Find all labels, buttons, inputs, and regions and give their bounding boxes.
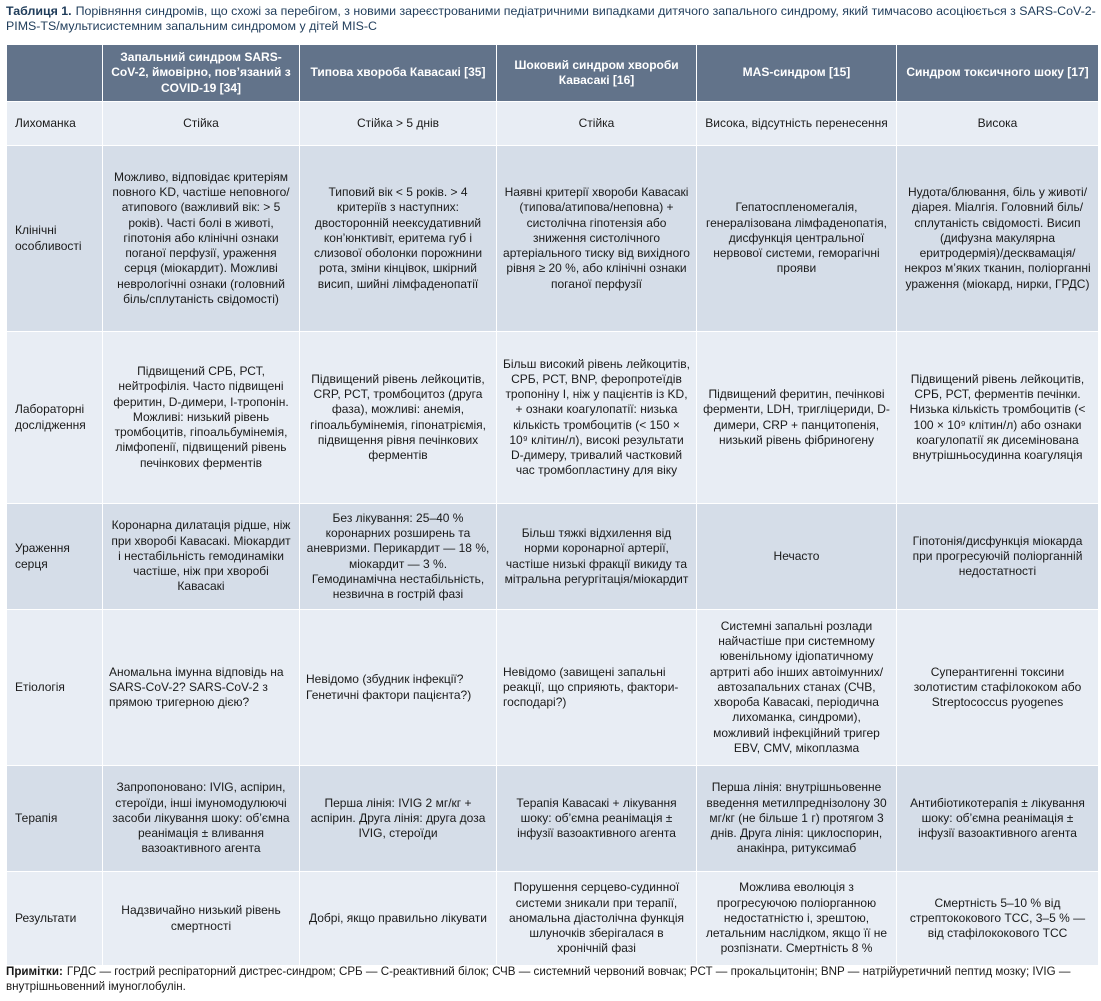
table-row (7, 610, 1099, 766)
row-header: Клінічні особливості (7, 146, 103, 332)
row-header: Терапія (7, 766, 103, 872)
table-cell: Добрі, якщо правильно лікувати (300, 872, 497, 966)
table-cell: Можливо, відповідає критеріям повного KD, частіше неповного/атипового (важливий вік: > 5 років). Часті болі в животі, гіпотонія або клінічні ознаки поганої перфузії, ураження серця (міокардит). Можливі неврологічні ознаки (головний біль/сплутаність свідомості) (103, 146, 300, 332)
table-cell: Порушення серцево-судинної системи зникали при терапії, аномальна діастолічна функція шлуночків зберігалася в хронічній фазі (497, 872, 697, 966)
row-header: Етіологія (7, 610, 103, 766)
column-header: Шоковий синдром хвороби Кавасакі [16] (497, 45, 697, 102)
row-header: Лабораторні дослідження (7, 332, 103, 504)
row-header: Результати (7, 872, 103, 966)
table-cell: Невідомо (завищені запальні реакції, що сприяють, фактори-господарі?) (497, 610, 697, 766)
table-cell: Терапія Кавасакі + лікування шоку: об’ємна реанімація ± інфузії вазоактивного агента (497, 766, 697, 872)
caption-label: Таблиця 1. (6, 4, 72, 18)
table-body (7, 102, 1099, 966)
table-cell: Системні запальні розлади найчастіше при системному ювенільному ідіопатичному артриті або інших автоімунних/автозапальних станах (СЧВ, хвороба Кавасакі, періодична лихоманка, синдроми), можливий інфекційний тригер EBV, CMV, мікоплазма (697, 610, 897, 766)
table-cell: Висока, відсутність перенесення (697, 102, 897, 146)
table-cell: Більш тяжкі відхилення від норми коронарної артерії, частіше низькі фракції викиду та мітральна регургітація/міокардит (497, 504, 697, 610)
notes-label: Примітки: (6, 965, 63, 978)
table-row (7, 332, 1099, 504)
caption-text: Порівняння синдромів, що схожі за перебігом, з новими зареєстрованими педіатричними випадками дитячого запального синдрому, який тимчасово асоціюється з SARS-CoV-2-PIMS-TS/мультисистемним запальним синдромом у дітей MIS-C (6, 4, 1096, 33)
table-cell: Наявні критерії хвороби Кавасакі (типова/атипова/неповна) + систолічна гіпотензія або зниження систолічного артеріального тиску від вихідного рівня ≥ 20 %, або клінічні ознаки поганої перфузії (497, 146, 697, 332)
table-cell: Смертність 5–10 % від стрептококового ТСС, 3–5 % — від стафілококового ТСС (897, 872, 1099, 966)
column-header: Запальний синдром SARS-CoV-2, ймовірно, пов’язаний з COVID-19 [34] (103, 45, 300, 102)
table-cell: Перша лінія: внутрішньовенне введення метилпреднізолону 30 мг/кг (не більше 1 г) протягом 3 днів. Друга лінія: циклоспорин, анакінра, ритуксимаб (697, 766, 897, 872)
table-cell: Підвищений феритин, печінкові ферменти, LDH, тригліцериди, D-димери, CRP + панцитопенія, низький рівень фібриногену (697, 332, 897, 504)
table-cell: Невідомо (збудник інфекції? Генетичні фактори пацієнта?) (300, 610, 497, 766)
table-cell: Стійка (497, 102, 697, 146)
table-cell: Підвищений рівень лейкоцитів, СРБ, РСТ, ферментів печінки. Низька кількість тромбоцитів (< 100 × 10⁹ клітин/л) або ознаки коагулопатії як дисемінована внутрішньосудинна коагуляція (897, 332, 1099, 504)
table-cell: Гіпотонія/дисфункція міокарда при прогресуючій поліорганній недостатності (897, 504, 1099, 610)
table-cell: Типовий вік < 5 років. > 4 критеріїв з наступних: двосторонній неексудативний кон’юнктивіт, еритема губ і слизової оболонки порожнини рота, зміни кінцівок, шкірний висип, шийні лімфаденопатії (300, 146, 497, 332)
row-header: Лихоманка (7, 102, 103, 146)
notes-text: ГРДС — гострий респіраторний дистрес-синдром; СРБ — С-реактивний білок; СЧВ — системний червоний вовчак; РСТ — прокальцитонін; BNP — натрійуретичний пептид мозку; IVIG — внутрішньовенний імуноглобулін. (6, 965, 1071, 993)
table-cell: Підвищений рівень лейкоцитів, CRP, PCT, тромбоцитоз (друга фаза), можливі: анемія, гіпоальбумінемія, гіпонатріємія, підвищення рівня печінкових ферментів (300, 332, 497, 504)
table-cell: Суперантигенні токсини золотистим стафілококом або Streptococcus pyogenes (897, 610, 1099, 766)
table-caption (6, 4, 1096, 34)
column-header: MAS-синдром [15] (697, 45, 897, 102)
table-row (7, 872, 1099, 966)
table-cell: Можлива еволюція з прогресуючою поліорганною недостатністю і, зрештою, летальним наслідком, якщо її не розпізнати. Смертність 8 % (697, 872, 897, 966)
header-corner (7, 45, 103, 102)
column-header: Синдром токсичного шоку [17] (897, 45, 1099, 102)
row-header: Ураження серця (7, 504, 103, 610)
table-row (7, 146, 1099, 332)
column-header: Типова хвороба Кавасакі [35] (300, 45, 497, 102)
table-cell: Перша лінія: IVIG 2 мг/кг + аспірин. Друга лінія: друга доза IVIG, стероїди (300, 766, 497, 872)
table-cell: Підвищений СРБ, РСТ, нейтрофілія. Часто підвищені феритин, D-димери, І-тропонін. Можливі: низький рівень тромбоцитів, гіпоальбумінемія, лімфопенії, підвищений рівень печінкових ферментів (103, 332, 300, 504)
header-row (7, 45, 1099, 102)
table-cell: Антибіотикотерапія ± лікування шоку: об’ємна реанімація ± інфузії вазоактивного агента (897, 766, 1099, 872)
table-cell: Коронарна дилатація рідше, ніж при хворобі Кавасакі. Міокардит і нестабільність гемодинаміки частіше, ніж при хворобі Кавасакі (103, 504, 300, 610)
table-cell: Стійка > 5 днів (300, 102, 497, 146)
table-row (7, 504, 1099, 610)
comparison-table (6, 44, 1099, 966)
table-cell: Нечасто (697, 504, 897, 610)
table-cell: Аномальна імунна відповідь на SARS-CoV-2? SARS-CoV-2 з прямою тригерною дією? (103, 610, 300, 766)
table-cell: Надзвичайно низький рівень смертності (103, 872, 300, 966)
table-cell: Нудота/блювання, біль у животі/діарея. Міалгія. Головний біль/сплутаність свідомості. Висип (дифузна макулярна еритродермія)/десквамація/некроз м’яких тканин, поліорганні ураження (міокард, нирки, ГРДС) (897, 146, 1099, 332)
table-cell: Більш високий рівень лейкоцитів, СРБ, РСТ, BNP, феропротеїдів тропоніну І, ніж у пацієнтів із KD, + ознаки коагулопатії: низька кількість тромбоцитів (< 150 × 10⁹ клітин/л), високі результати D-димеру, тривалий частковий час тромбопластину для віку (497, 332, 697, 504)
table-cell: Стійка (103, 102, 300, 146)
table-cell: Запропоновано: IVIG, аспірин, стероїди, інші імуномодулюючі засоби лікування шоку: об’ємна реанімація ± вливання вазоактивного агента (103, 766, 300, 872)
table-row (7, 102, 1099, 146)
table-cell: Без лікування: 25–40 % коронарних розширень та аневризми. Перикардит — 18 %, міокардит — 3 %. Гемодинамічна нестабільність, незвична в гострій фазі (300, 504, 497, 610)
table-cell: Гепатоспленомегалія, генералізована лімфаденопатія, дисфункція центральної нервової системи, геморагічні прояви (697, 146, 897, 332)
table-row (7, 766, 1099, 872)
table-notes (6, 964, 1096, 994)
table-cell: Висока (897, 102, 1099, 146)
